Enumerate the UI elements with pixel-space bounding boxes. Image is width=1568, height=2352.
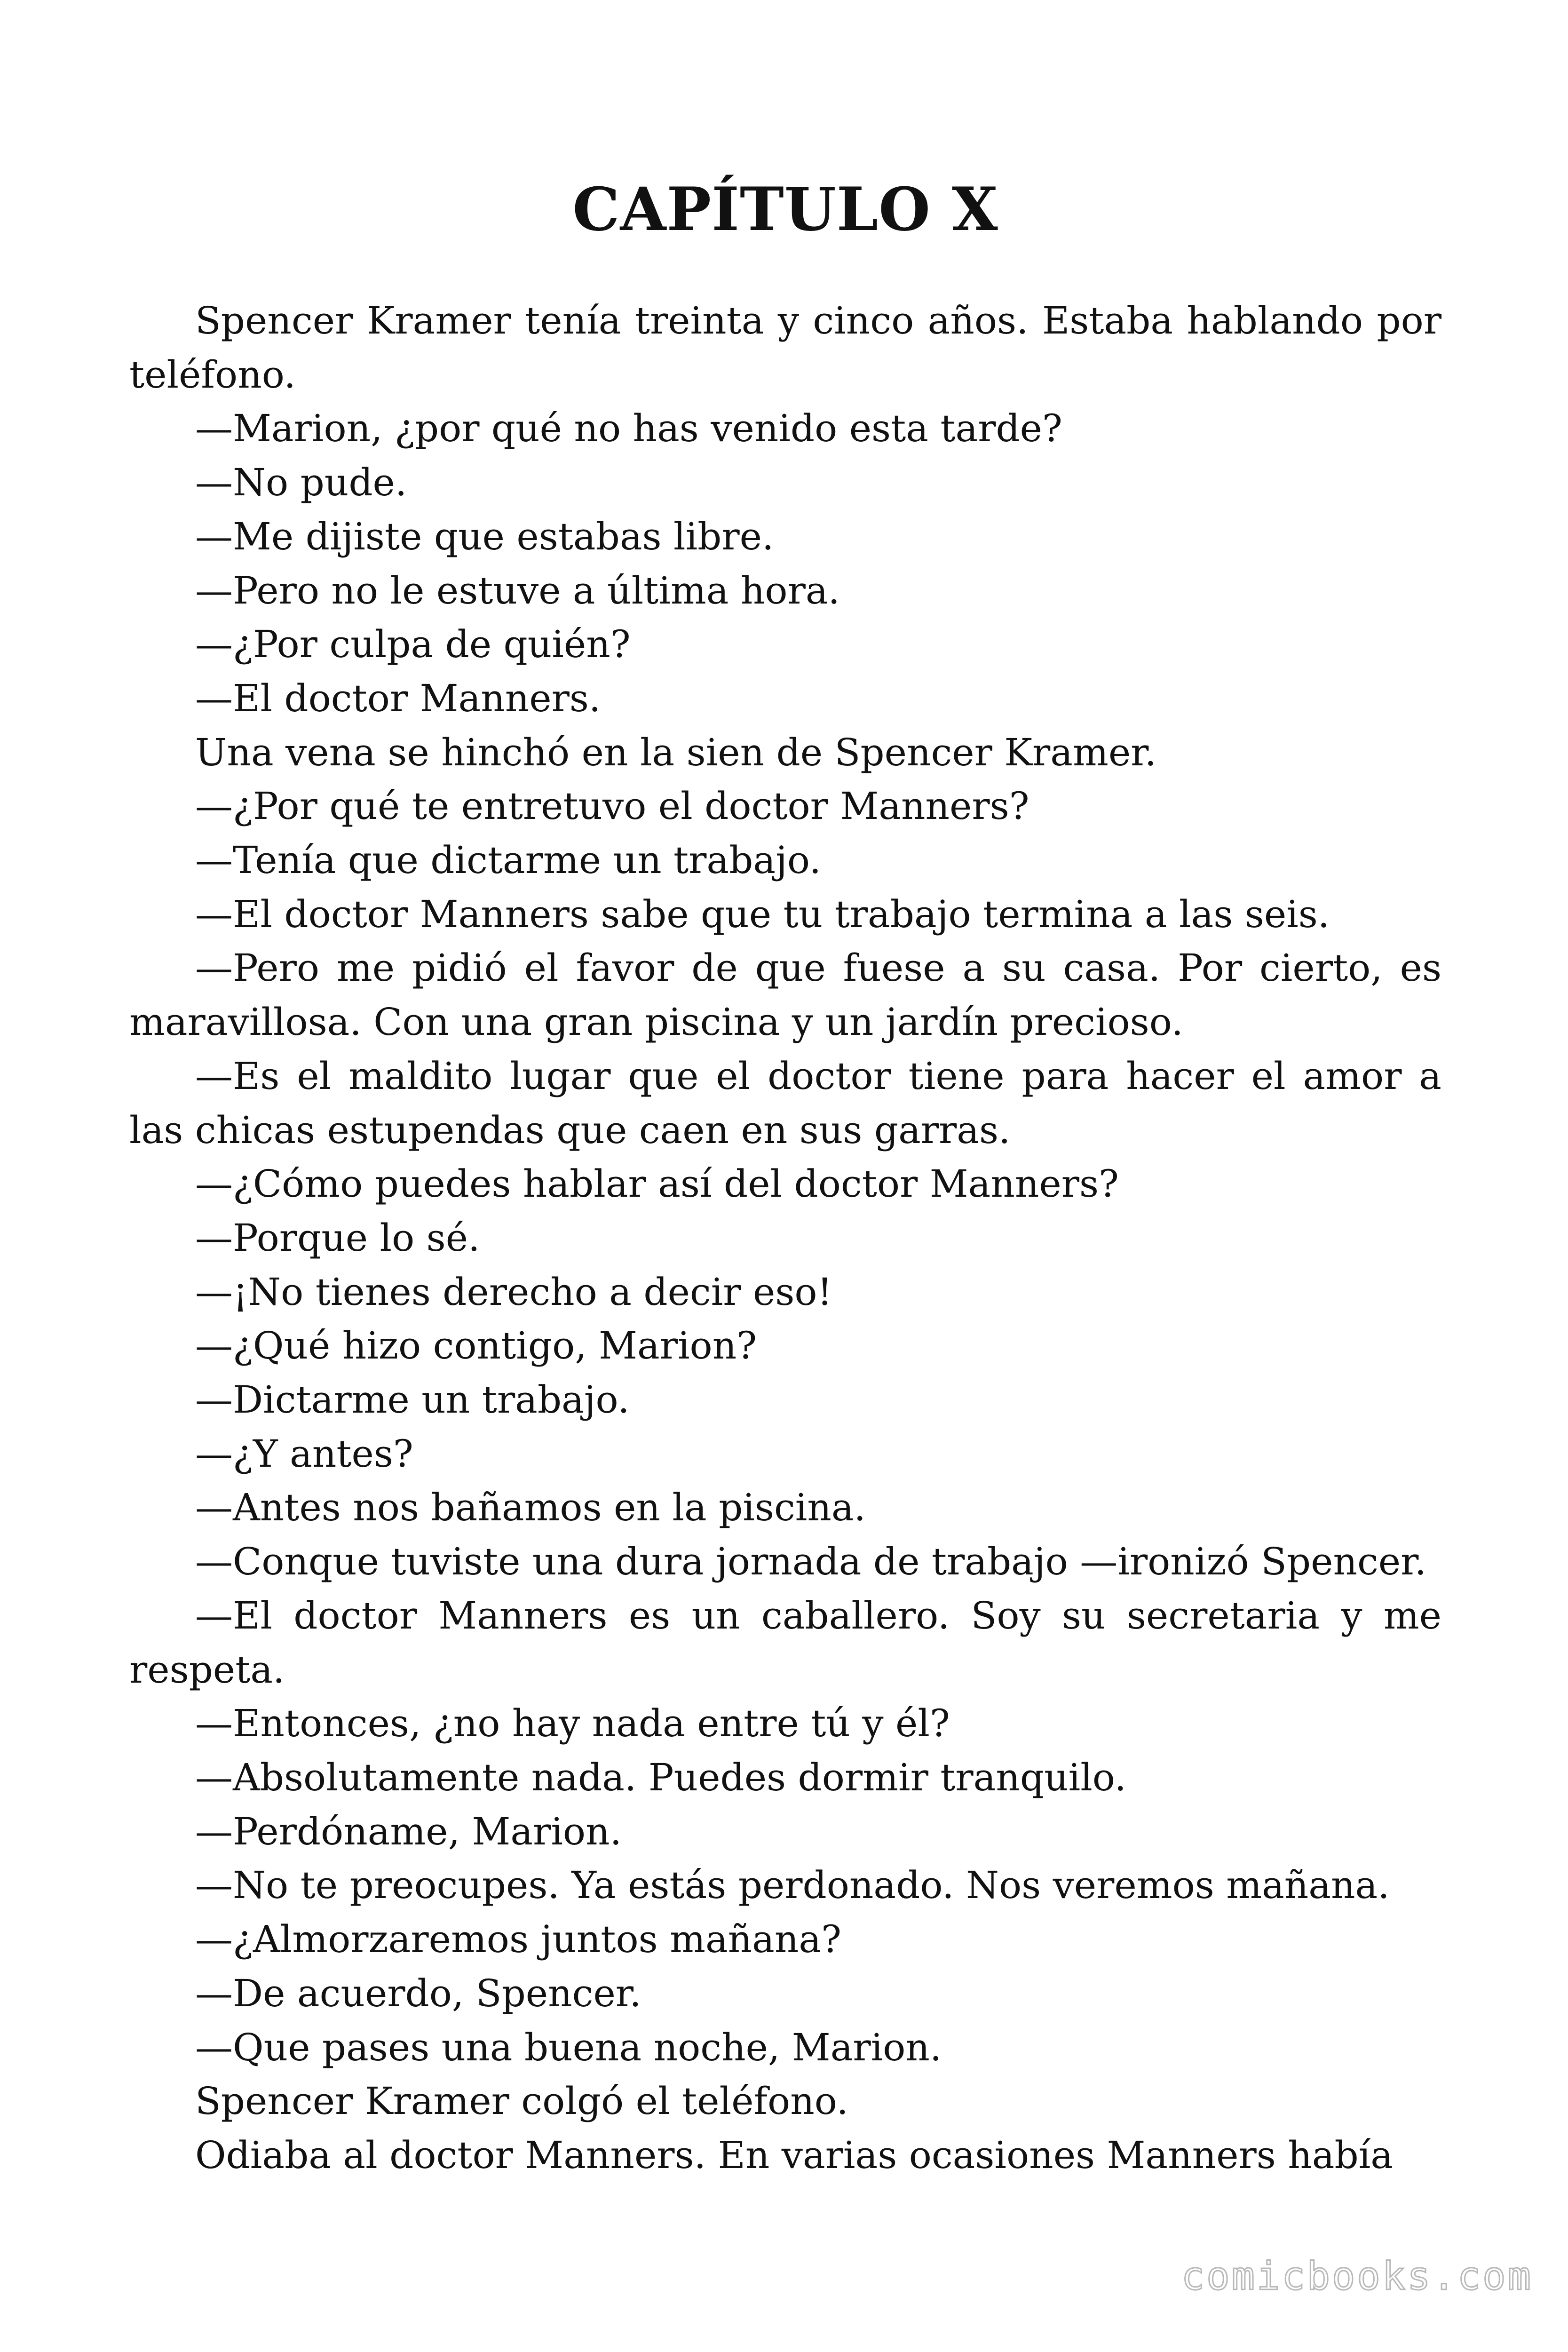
paragraph: —Pero me pidió el favor de que fuese a su casa. Por cierto, es maravillosa. Con una gran piscina y un jardín precioso. xyxy=(129,946,1441,1044)
paragraph: —¿Y antes? xyxy=(195,1431,413,1476)
paragraph: —Antes nos bañamos en la piscina. xyxy=(195,1486,866,1530)
paragraph: —De acuerdo, Spencer. xyxy=(195,1971,641,2015)
paragraph: —Perdóname, Marion. xyxy=(195,1809,622,1853)
paragraph: —No te preocupes. Ya estás perdonado. Nos veremos mañana. xyxy=(195,1863,1390,1907)
paragraph: —El doctor Manners es un caballero. Soy su secretaria y me respeta. xyxy=(129,1593,1441,1692)
paragraph: —¿Por culpa de quién? xyxy=(195,622,631,667)
paragraph: —Que pases una buena noche, Marion. xyxy=(195,2025,942,2069)
chapter-title: CAPÍTULO X xyxy=(572,175,998,244)
paragraph: —Absolutamente nada. Puedes dormir tranquilo. xyxy=(195,1755,1126,1799)
paragraph: —¿Almorzaremos juntos mañana? xyxy=(195,1917,841,1962)
paragraph: —Marion, ¿por qué no has venido esta tarde? xyxy=(195,406,1062,451)
paragraph: —El doctor Manners sabe que tu trabajo termina a las seis. xyxy=(195,892,1330,936)
paragraph: —Dictarme un trabajo. xyxy=(195,1378,630,1422)
paragraph: —No pude. xyxy=(195,461,407,505)
paragraph: —Entonces, ¿no hay nada entre tú y él? xyxy=(195,1701,950,1746)
paragraph: —¿Cómo puedes hablar así del doctor Manners? xyxy=(195,1162,1119,1206)
paragraph: —Porque lo sé. xyxy=(195,1216,480,1260)
paragraph: —Es el maldito lugar que el doctor tiene para hacer el amor a las chicas estupendas que caen en sus garras. xyxy=(129,1054,1441,1152)
watermark: comicbooks.com xyxy=(1181,2254,1533,2299)
paragraph: —Pero no le estuve a última hora. xyxy=(195,568,840,612)
paragraph: —¿Qué hizo contigo, Marion? xyxy=(195,1324,757,1368)
paragraph: Una vena se hinchó en la sien de Spencer Kramer. xyxy=(195,730,1157,774)
paragraph: —¡No tienes derecho a decir eso! xyxy=(195,1270,832,1314)
paragraph: Spencer Kramer colgó el teléfono. xyxy=(195,2079,848,2123)
paragraph: Odiaba al doctor Manners. En varias ocasiones Manners había xyxy=(195,2133,1393,2177)
paragraph: —¿Por qué te entretuvo el doctor Manners? xyxy=(195,784,1029,828)
chapter-body xyxy=(129,294,1441,2183)
paragraph: —Tenía que dictarme un trabajo. xyxy=(195,838,822,882)
document-page xyxy=(129,0,1441,2352)
paragraph: —Me dijiste que estabas libre. xyxy=(195,514,774,558)
paragraph: —Conque tuviste una dura jornada de trabajo —ironizó Spencer. xyxy=(195,1540,1427,1584)
paragraph: Spencer Kramer tenía treinta y cinco años. Estaba hablando por teléfono. xyxy=(129,299,1441,397)
paragraph: —El doctor Manners. xyxy=(195,676,601,720)
